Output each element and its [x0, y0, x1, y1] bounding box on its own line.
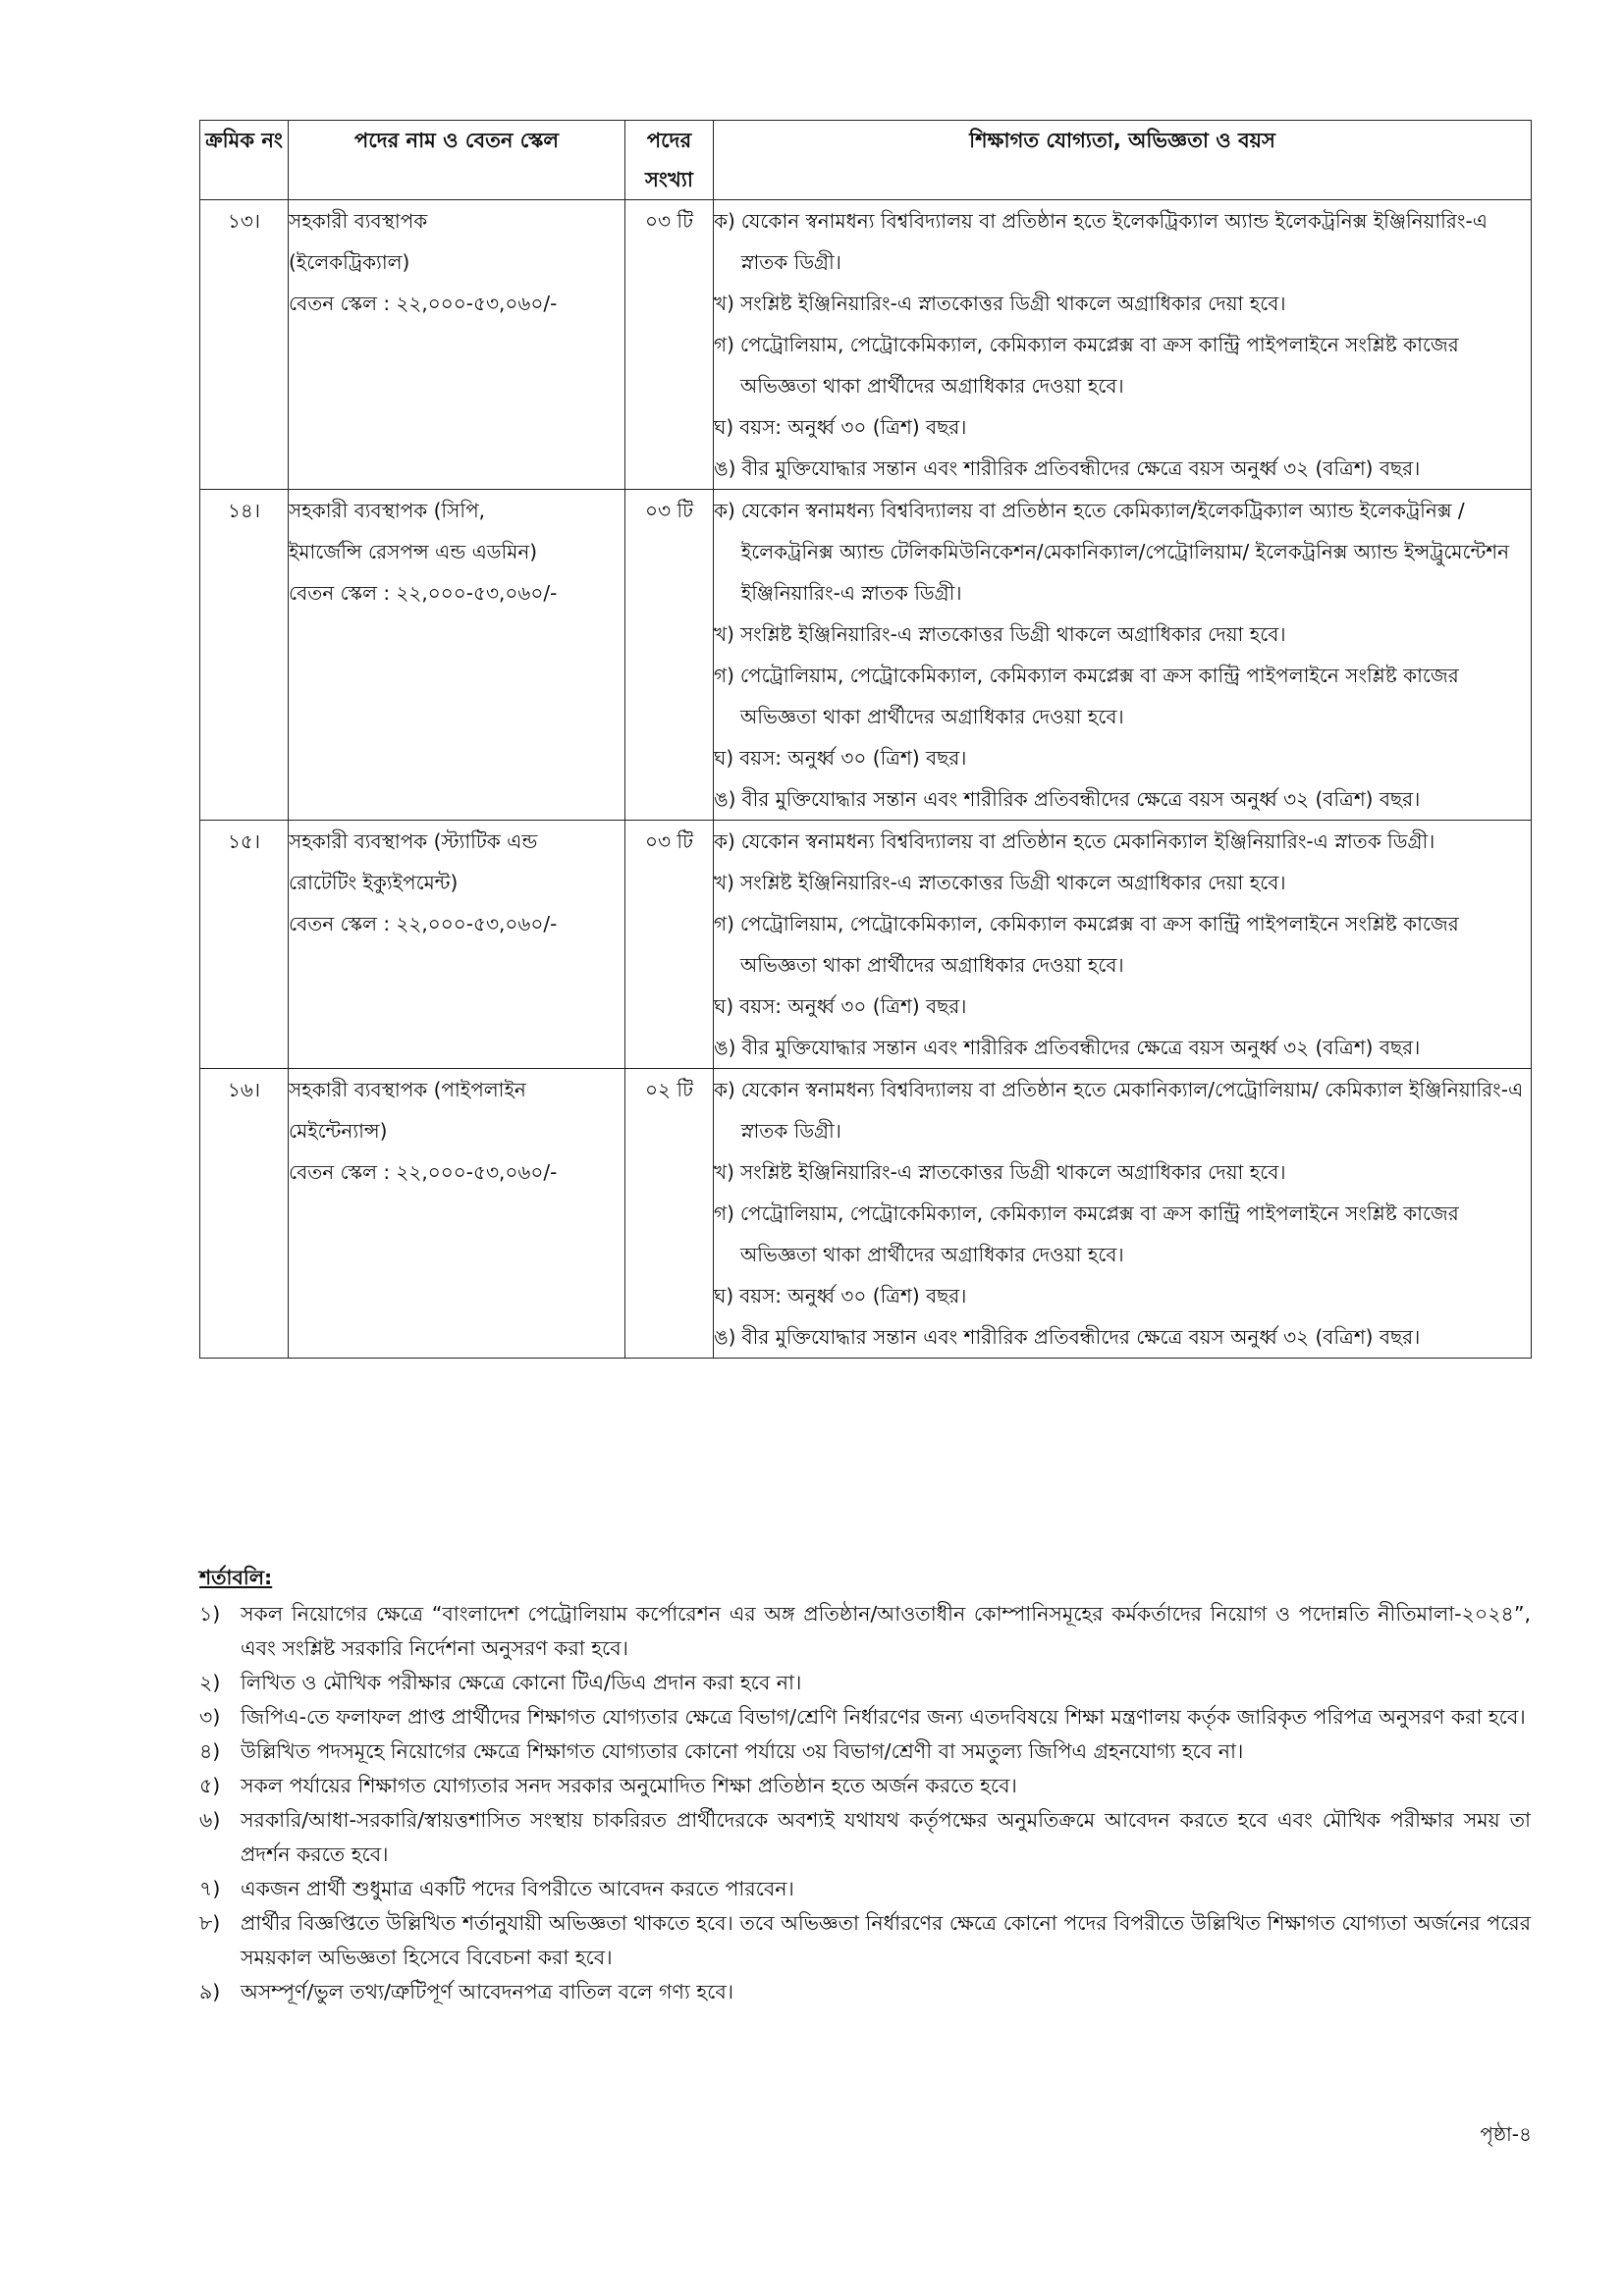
- qualification-item: [714, 655, 1531, 737]
- condition-text: সরকারি/আধা-সরকারি/স্বায়ত্তশাসিত সংস্থায় চাকরিরত প্রার্থীদেরকে অবশ্যই যথাযথ কর্তৃপক্ষের অনুমতিক্রমে আবেদন করতে হবে এবং মৌখিক পরীক্ষার সময় তা প্রদর্শন করতে হবে।: [241, 1808, 1531, 1866]
- condition-number: ৯): [199, 1980, 221, 2003]
- pay-scale: বেতন স্কেল : ২২,০০০-৫৩,০৬০/-: [289, 912, 558, 935]
- table-row: [200, 200, 1532, 490]
- post-cell: [289, 1069, 625, 1359]
- pay-scale: বেতন স্কেল : ২২,০০০-৫৩,০৬০/-: [289, 292, 558, 315]
- qualification-text: বীর মুক্তিযোদ্ধার সন্তান এবং শারীরিক প্রতিবন্ধীদের ক্ষেত্রে বয়স অনুর্ধ্ব ৩২ (বত্রিশ) বছর।: [741, 456, 1421, 480]
- qualification-item: [714, 1027, 1531, 1068]
- condition-item: [199, 1975, 1531, 2009]
- qualification-label: ক): [714, 829, 735, 853]
- conditions-section: [199, 1561, 1531, 2009]
- header-qualification: শিক্ষাগত যোগ্যতা, অভিজ্ঞতা ও বয়স: [714, 121, 1532, 200]
- qualification-item: [714, 448, 1531, 489]
- qualification-item: [714, 821, 1531, 862]
- post-name-line: রোটেটিং ইক্যুইপমেন্ট): [289, 871, 459, 894]
- qualification-text: পেট্রোলিয়াম, পেট্রোকেমিক্যাল, কেমিক্যাল কমপ্লেক্স বা ক্রস কান্ট্রি পাইপলাইনে সংশ্লিষ্ট কাজের অভিজ্ঞতা থাকা প্রার্থীদের অগ্রাধিকার দেওয়া হবে।: [739, 912, 1459, 977]
- header-serial: ক্রমিক নং: [200, 121, 289, 200]
- qualification-item: [714, 862, 1531, 903]
- condition-number: ৫): [199, 1774, 221, 1797]
- condition-number: ৩): [199, 1705, 221, 1729]
- header-post: পদের নাম ও বেতন স্কেল: [289, 121, 625, 200]
- condition-item: [199, 1700, 1531, 1735]
- condition-item: [199, 1872, 1531, 1906]
- condition-item: [199, 1666, 1531, 1700]
- condition-text: লিখিত ও মৌখিক পরীক্ষার ক্ষেত্রে কোনো টিএ/ডিএ প্রদান করা হবে না।: [241, 1671, 802, 1694]
- pay-scale: বেতন স্কেল : ২২,০০০-৫৩,০৬০/-: [289, 1160, 558, 1184]
- condition-text: উল্লিখিত পদসমূহে নিয়োগের ক্ষেত্রে শিক্ষাগত যোগ্যতার কোনো পর্যায়ে ৩য় বিভাগ/শ্রেণী বা সমতুল্য জিপিএ গ্রহনযোগ্য হবে না।: [241, 1739, 1244, 1763]
- conditions-list: [199, 1597, 1531, 2009]
- qualification-text: যেকোন স্বনামধন্য বিশ্ববিদ্যালয় বা প্রতিষ্ঠান হতে মেকানিক্যাল ইঞ্জিনিয়ারিং-এ স্নাতক ডিগ্রী।: [740, 829, 1435, 853]
- qualification-label: খ): [714, 871, 734, 894]
- qualification-text: পেট্রোলিয়াম, পেট্রোকেমিক্যাল, কেমিক্যাল কমপ্লেক্স বা ক্রস কান্ট্রি পাইপলাইনে সংশ্লিষ্ট কাজের অভিজ্ঞতা থাকা প্রার্থীদের অগ্রাধিকার দেওয়া হবে।: [739, 1201, 1459, 1266]
- post-name-line: মেইন্টেন্যান্স): [289, 1119, 388, 1143]
- qualification-text: যেকোন স্বনামধন্য বিশ্ববিদ্যালয় বা প্রতিষ্ঠান হতে ইলেকট্রিক্যাল অ্যান্ড ইলেকট্রনিক্স ইঞ্জিনিয়ারিং-এ স্নাতক ডিগ্রী।: [740, 209, 1488, 274]
- post-count-cell: ০২ টি: [625, 1069, 714, 1359]
- condition-number: ৮): [199, 1911, 221, 1935]
- condition-text: প্রার্থীর বিজ্ঞপ্তিতে উল্লিখিত শর্তানুযায়ী অভিজ্ঞতা থাকতে হবে। তবে অভিজ্ঞতা নির্ধারণের ক্ষেত্রে কোনো পদের বিপরীতে উল্লিখিত শিক্ষাগত যোগ্যতা অর্জনের পরের সময়কাল অভিজ্ঞতা হিসেবে বিবেচনা করা হবে।: [241, 1911, 1531, 1969]
- post-name-line: (ইলেকট্রিক্যাল): [289, 250, 410, 274]
- qualification-text: বীর মুক্তিযোদ্ধার সন্তান এবং শারীরিক প্রতিবন্ধীদের ক্ষেত্রে বয়স অনুর্ধ্ব ৩২ (বত্রিশ) বছর।: [741, 1036, 1421, 1059]
- qualification-item: [714, 986, 1531, 1027]
- qualification-text: বয়স: অনুর্ধ্ব ৩০ (ত্রিশ) বছর।: [739, 1284, 967, 1308]
- qualification-label: ঙ): [714, 1036, 736, 1059]
- page-number: পৃষ্ঠা-৪: [1480, 2122, 1532, 2146]
- post-cell: [289, 200, 625, 490]
- qualification-cell: [714, 490, 1532, 821]
- posts-table: [199, 120, 1532, 1359]
- table-row: [200, 821, 1532, 1069]
- condition-number: ১): [199, 1602, 221, 1626]
- qualification-item: [714, 490, 1531, 614]
- qualification-label: গ): [714, 664, 734, 687]
- pay-scale: বেতন স্কেল : ২২,০০০-৫৩,০৬০/-: [289, 581, 558, 605]
- qualification-label: ঘ): [714, 746, 734, 770]
- serial-cell: ১৬।: [200, 1069, 289, 1359]
- qualification-item: [714, 1316, 1531, 1358]
- qualification-label: খ): [714, 1160, 734, 1184]
- qualification-text: বীর মুক্তিযোদ্ধার সন্তান এবং শারীরিক প্রতিবন্ধীদের ক্ষেত্রে বয়স অনুর্ধ্ব ৩২ (বত্রিশ) বছর।: [741, 787, 1421, 811]
- qualification-item: [714, 778, 1531, 820]
- post-name-line: সহকারী ব্যবস্থাপক (সিপি,: [289, 499, 486, 522]
- condition-item: [199, 1597, 1531, 1666]
- qualification-item: [714, 1275, 1531, 1316]
- qualification-cell: [714, 1069, 1532, 1359]
- condition-text: জিপিএ-তে ফলাফল প্রাপ্ত প্রার্থীদের শিক্ষাগত যোগ্যতার ক্ষেত্রে বিভাগ/শ্রেণি নির্ধারণের জন্য এতদবিষয়ে শিক্ষা মন্ত্রণালয় কর্তৃক জারিকৃত পরিপত্র অনুসরণ করা হবে।: [241, 1705, 1526, 1729]
- qualification-text: সংশ্লিষ্ট ইঞ্জিনিয়ারিং-এ স্নাতকোত্তর ডিগ্রী থাকলে অগ্রাধিকার দেয়া হবে।: [739, 1160, 1286, 1184]
- condition-text: একজন প্রার্থী শুধুমাত্র একটি পদের বিপরীতে আবেদন করতে পারবেন।: [241, 1877, 794, 1900]
- qualification-label: খ): [714, 622, 734, 646]
- qualification-item: [714, 737, 1531, 778]
- condition-text: অসম্পূর্ণ/ভুল তথ্য/ত্রুটিপূর্ণ আবেদনপত্র বাতিল বলে গণ্য হবে।: [241, 1980, 734, 2003]
- post-count-cell: ০৩ টি: [625, 490, 714, 821]
- qualification-item: [714, 283, 1531, 324]
- qualification-label: গ): [714, 912, 734, 935]
- condition-item: [199, 1769, 1531, 1803]
- conditions-title: শর্তাবলি:: [199, 1566, 273, 1589]
- condition-item: [199, 1735, 1531, 1769]
- header-count: পদের সংখ্যা: [625, 121, 714, 200]
- qualification-text: বয়স: অনুর্ধ্ব ৩০ (ত্রিশ) বছর।: [739, 746, 967, 770]
- qualification-label: ঙ): [714, 1325, 736, 1349]
- qualification-label: ঙ): [714, 787, 736, 811]
- qualification-text: পেট্রোলিয়াম, পেট্রোকেমিক্যাল, কেমিক্যাল কমপ্লেক্স বা ক্রস কান্ট্রি পাইপলাইনে সংশ্লিষ্ট কাজের অভিজ্ঞতা থাকা প্রার্থীদের অগ্রাধিকার দেওয়া হবে।: [739, 664, 1459, 728]
- post-name-line: সহকারী ব্যবস্থাপক (স্ট্যাটিক এন্ড: [289, 829, 538, 853]
- qualification-cell: [714, 821, 1532, 1069]
- post-count-cell: ০৩ টি: [625, 200, 714, 490]
- qualification-label: খ): [714, 292, 734, 315]
- qualification-cell: [714, 200, 1532, 490]
- qualification-label: ঙ): [714, 456, 736, 480]
- qualification-text: সংশ্লিষ্ট ইঞ্জিনিয়ারিং-এ স্নাতকোত্তর ডিগ্রী থাকলে অগ্রাধিকার দেয়া হবে।: [739, 622, 1286, 646]
- qualification-text: সংশ্লিষ্ট ইঞ্জিনিয়ারিং-এ স্নাতকোত্তর ডিগ্রী থাকলে অগ্রাধিকার দেয়া হবে।: [739, 292, 1286, 315]
- qualification-label: ঘ): [714, 1284, 734, 1308]
- serial-cell: ১৪।: [200, 490, 289, 821]
- qualification-text: পেট্রোলিয়াম, পেট্রোকেমিক্যাল, কেমিক্যাল কমপ্লেক্স বা ক্রস কান্ট্রি পাইপলাইনে সংশ্লিষ্ট কাজের অভিজ্ঞতা থাকা প্রার্থীদের অগ্রাধিকার দেওয়া হবে।: [739, 333, 1459, 398]
- qualification-text: যেকোন স্বনামধন্য বিশ্ববিদ্যালয় বা প্রতিষ্ঠান হতে কেমিক্যাল/ইলেকট্রিক্যাল অ্যান্ড ইলেকট্রনিক্স /ইলেকট্রনিক্স অ্যান্ড টেলিকমিউনিকেশন/মেকানিক্যাল/পেট্রোলিয়াম/ ইলেকট্রনিক্স অ্যান্ড ইন্সট্রুমেন্টেশন ইঞ্জিনিয়ারিং-এ স্নাতক ডিগ্রী।: [740, 499, 1510, 605]
- condition-number: ৭): [199, 1877, 221, 1900]
- serial-cell: ১৩।: [200, 200, 289, 490]
- condition-text: সকল পর্যায়ের শিক্ষাগত যোগ্যতার সনদ সরকার অনুমোদিত শিক্ষা প্রতিষ্ঠান হতে অর্জন করতে হবে।: [241, 1774, 1017, 1797]
- table-header-row: [200, 121, 1532, 200]
- qualification-text: বীর মুক্তিযোদ্ধার সন্তান এবং শারীরিক প্রতিবন্ধীদের ক্ষেত্রে বয়স অনুর্ধ্ব ৩২ (বত্রিশ) বছর।: [741, 1325, 1421, 1349]
- qualification-text: বয়স: অনুর্ধ্ব ৩০ (ত্রিশ) বছর।: [739, 415, 967, 439]
- qualification-label: ক): [714, 209, 735, 233]
- post-name-line: সহকারী ব্যবস্থাপক: [289, 209, 428, 233]
- post-name-line: সহকারী ব্যবস্থাপক (পাইপলাইন: [289, 1078, 526, 1101]
- qualification-text: যেকোন স্বনামধন্য বিশ্ববিদ্যালয় বা প্রতিষ্ঠান হতে মেকানিক্যাল/পেট্রোলিয়াম/ কেমিক্যাল ইঞ্জিনিয়ারিং-এ স্নাতক ডিগ্রী।: [740, 1078, 1524, 1143]
- qualification-item: [714, 1193, 1531, 1275]
- qualification-item: [714, 200, 1531, 283]
- qualification-item: [714, 614, 1531, 655]
- qualification-label: গ): [714, 1201, 734, 1225]
- condition-number: ২): [199, 1671, 221, 1694]
- post-cell: [289, 490, 625, 821]
- post-cell: [289, 821, 625, 1069]
- serial-cell: ১৫।: [200, 821, 289, 1069]
- qualification-label: ক): [714, 1078, 735, 1101]
- table-body: [200, 200, 1532, 1359]
- table-row: [200, 1069, 1532, 1359]
- table-row: [200, 490, 1532, 821]
- qualification-label: গ): [714, 333, 734, 356]
- condition-text: সকল নিয়োগের ক্ষেত্রে “বাংলাদেশ পেট্রোলিয়াম কর্পোরেশন এর অঙ্গ প্রতিষ্ঠান/আওতাধীন কোম্পানিসমূহের কর্মকর্তাদের নিয়োগ ও পদোন্নতি নীতিমালা-২০২৪”, এবং সংশ্লিষ্ট সরকারি নির্দেশনা অনুসরণ করা হবে।: [241, 1602, 1531, 1660]
- post-name-line: ইমার্জেন্সি রেসপন্স এন্ড এডমিন): [289, 540, 538, 563]
- qualification-item: [714, 1151, 1531, 1193]
- condition-item: [199, 1906, 1531, 1975]
- condition-number: ৬): [199, 1808, 221, 1832]
- qualification-label: ঘ): [714, 994, 734, 1018]
- condition-number: ৪): [199, 1739, 221, 1763]
- condition-item: [199, 1803, 1531, 1872]
- qualification-item: [714, 324, 1531, 406]
- qualification-item: [714, 1069, 1531, 1151]
- qualification-label: ক): [714, 499, 735, 522]
- qualification-label: ঘ): [714, 415, 734, 439]
- qualification-item: [714, 406, 1531, 448]
- post-count-cell: ০৩ টি: [625, 821, 714, 1069]
- qualification-text: বয়স: অনুর্ধ্ব ৩০ (ত্রিশ) বছর।: [739, 994, 967, 1018]
- qualification-item: [714, 903, 1531, 986]
- qualification-text: সংশ্লিষ্ট ইঞ্জিনিয়ারিং-এ স্নাতকোত্তর ডিগ্রী থাকলে অগ্রাধিকার দেয়া হবে।: [739, 871, 1286, 894]
